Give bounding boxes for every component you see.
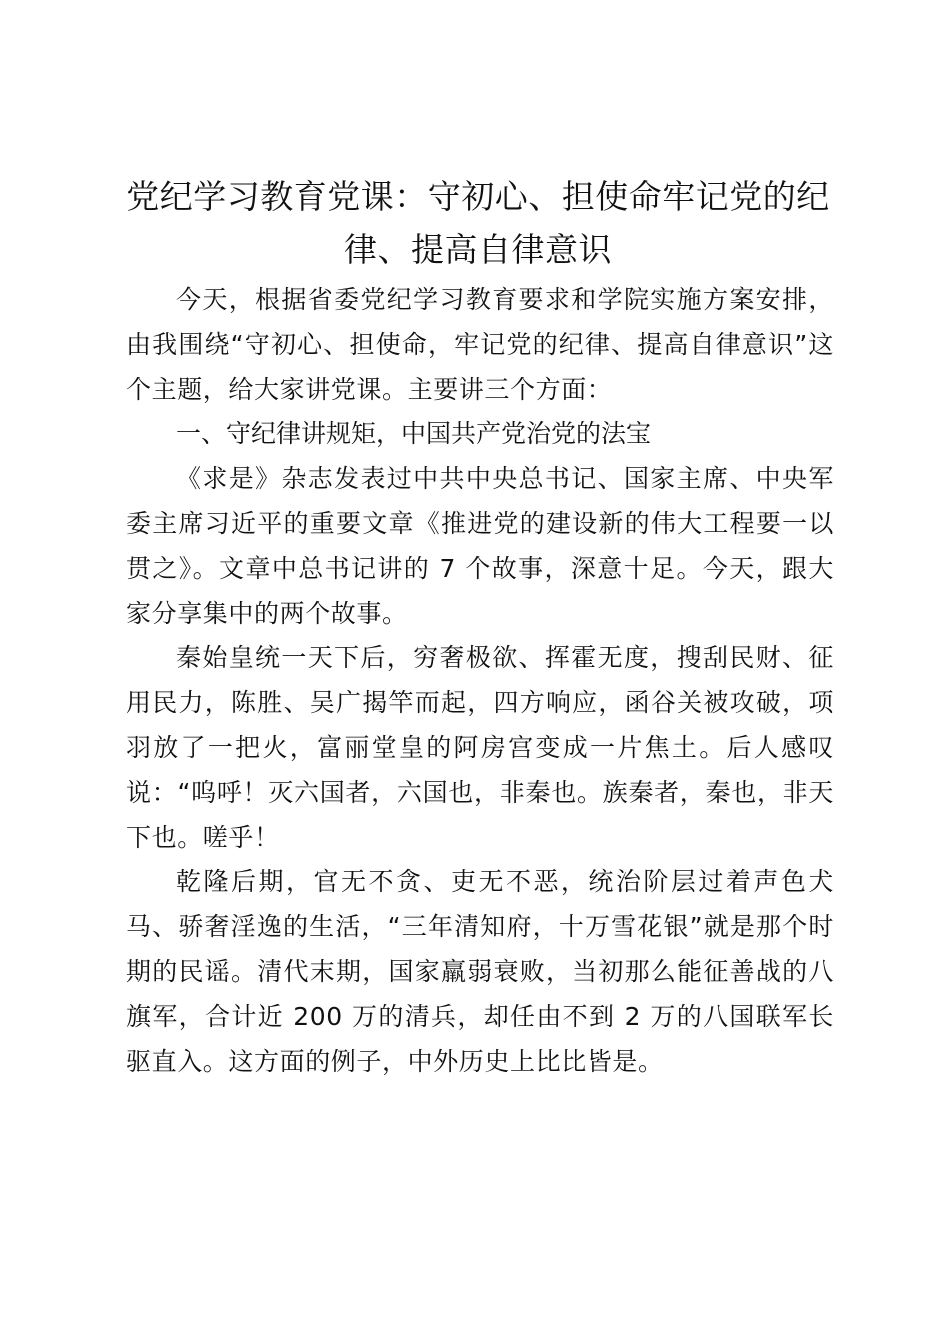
section-heading-1: 一、守纪律讲规矩，中国共产党治党的法宝 [176,419,652,449]
document-body [126,278,834,1084]
paragraph-qin-story: 秦始皇统一天下后，穷奢极欲、挥霍无度，搜刮民财、征用民力，陈胜、吴广揭竿而起，四方响应，函谷关被攻破，项羽放了一把火，富丽堂皇的阿房宫变成一片焦土。后人感叹说：“呜呼！灭六国者，六国也，非秦也。族秦者，秦也，非天下也。嗟乎！ [126,643,834,852]
paragraph-qianlong-story: 乾隆后期，官无不贪、吏无不恶，统治阶层过着声色犬马、骄奢淫逸的生活，“三年清知府，十万雪花银”就是那个时期的民谣。清代末期，国家羸弱衰败，当初那么能征善战的八旗军，合计近 200 万的清兵，却任由不到 2 万的八国联军长驱直入。这方面的例子，中外历史上比比皆是。 [126,867,834,1076]
paragraph-intro: 今天，根据省委党纪学习教育要求和学院实施方案安排，由我围绕“守初心、担使命，牢记党的纪律、提高自律意识”这个主题，给大家讲党课。主要讲三个方面： [126,285,834,404]
document-title: 党纪学习教育党课：守初心、担使命牢记党的纪律、提高自律意识 [126,177,830,269]
paragraph-qiushi: 《求是》杂志发表过中共中央总书记、国家主席、中央军委主席习近平的重要文章《推进党的建设新的伟大工程要一以贯之》。文章中总书记讲的 7 个故事，深意十足。今天，跟大家分享集中的两个故事。 [126,464,834,628]
